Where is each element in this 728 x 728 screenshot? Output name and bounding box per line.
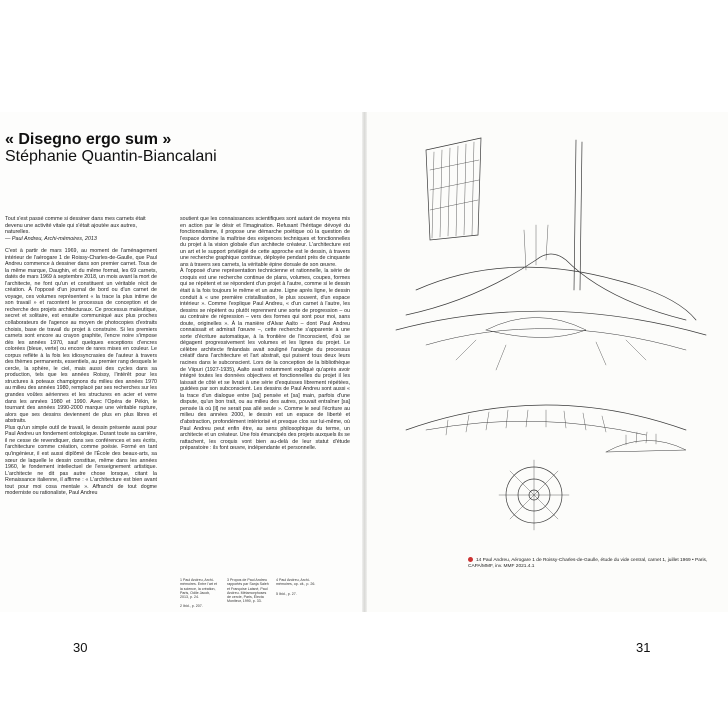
bullet-icon xyxy=(468,557,473,562)
paragraph: Plus qu'un simple outil de travail, le dessin présente aussi pour Paul Andreu un fondement ontologique. Durant toute sa carrière, il ne cesse de revendiquer, dans ses conférences et ses écrits, l'architecture comme création, comme poésie. Formé en tant qu'ingénieur, il est aussi diplômé de l'École des beaux-arts, sa sœur de laquelle le dessin constitue, même dans les années 1960, le fondement intellectuel de l'enseignement artistique. L'architecte ne dit pas autre chose lorsque, citant la Renaissance italienne, il affirme : « L'architecture est bien avant tout pour moi cosa mentale ». Affranchi de tout dogme moderniste ou rationaliste, Paul Andreu xyxy=(5,424,157,497)
architectural-sketch xyxy=(386,130,708,550)
body-column-1 xyxy=(5,248,157,497)
page-gutter xyxy=(362,112,367,612)
epigraph-text: Tout s'est passé comme si dessiner dans mes carnets était devenu une activité vitale qui s'était ajoutée aux autres, naturelles. xyxy=(5,216,146,236)
page-number-right: 31 xyxy=(636,640,651,655)
figure-caption xyxy=(468,557,708,570)
epigraph xyxy=(5,216,155,242)
page-number-left: 30 xyxy=(73,640,88,655)
footnote-5: 5 Ibid., p. 27. xyxy=(276,592,297,596)
paragraph: soutient que les connaissances scientifiques sont autant de moyens mis en action par le désir et l'imagination. Refusant l'héritage dévoyé du fonctionnalisme, il propose une démarche poétique où la question de l'espace domine la maîtrise des exigences techniques et fonctionnelles du projet à la vision globale d'un architecte créateur. L'architecture est un art et le support privilégié de cette approche est le dessin, à travers une recherche graphique continue, déployée pendant près de cinquante ans à travers ses carnets, la véritable épine dorsale de son œuvre. xyxy=(180,216,350,268)
title-heading: « Disegno ergo sum » xyxy=(5,131,172,148)
footnote-4: 4 Paul Andreu, Archi-mémoires, op. cit., p. 26. xyxy=(276,578,316,587)
article-title xyxy=(5,131,217,165)
paragraph: À l'opposé d'une représentation technicienne et rationnelle, la série de croquis est une recherche continue de plans, volumes, coupes, formes qui se répètent et se répondent d'un projet à l'autre, comme si le dessin était à la fois toujours le même et un autre. Ligne après ligne, le dessin conduit à « une première cristallisation, le plus souvent, d'un espace intérieur ». Comme l'explique Paul Andreu, « d'un carnet à l'autre, les dessins se répètent ou plutôt reprennent une sorte de progression – ou au contraire de régression – vers des formes qui sont pour moi, sans doute, originelles ». À la manière d'Alvar Aalto – dont Paul Andreu connaissait et admirait l'œuvre –, cette recherche s'apparente à une sorte d'écriture automatique, à la frontière de l'inconscient, d'où se dégagent progressivement les volumes et les lignes du projet. Le célèbre architecte finlandais avait souligné l'analogie du processus créatif dans l'architecture et l'art abstrait, qui puisent tous deux leurs racines dans le subconscient. Lors de la conception de la bibliothèque de Viipuri (1927-1935), Aalto avait notamment expliqué qu'après avoir intégré toutes les données objectives et fonctionnelles du projet il les laissait de côté et se livrait à une série d'esquisses librement répétées, guidées par son subconscient. Les dessins de Paul Andreu sont aussi « la trace d'un dialogue entre [sa] pensée et [sa] main, parfois d'une dispute, qu'un bon trait, ou au milieu des autres, pouvait entraîner [sa] pensée là où [il] ne serait pas allé seule ». Comme le seul l'écriture au milieu des années 2000, le dessin est un espace de liberté et d'abstraction, profondément intériorisé et presque clos sur lui-même, où Paul Andreu peut enfin être, au sens philosophique du terme, un architecte et un créateur. Une fois émancipés des projets auxquels ils se rattachent, les croquis vont bien au-delà de leur statut d'étude préparatoire : ils font œuvre, indépendante et personnelle. xyxy=(180,268,350,452)
caption-text: 14 Paul Andreu, Aérogare 1 de Roissy-Charles-de-Gaulle, étude du vide central, carnet 1, juillet 1969 • Paris, CAPA/MMF, inv. MMF 2021.4.1 xyxy=(468,557,708,569)
author-name: Stéphanie Quantin-Biancalani xyxy=(5,148,217,165)
footnote-1: 1 Paul Andreu, Archi-mémoires. Entre l'art et la science, la création, Paris, Odile Jacob, 2013, p. 24. xyxy=(180,578,218,600)
epigraph-source: — Paul Andreu, Archi-mémoires, 2013 xyxy=(5,235,97,242)
body-column-2 xyxy=(180,216,350,452)
footnote-2: 2 Ibid., p. 207. xyxy=(180,604,203,608)
paragraph: C'est à partir de mars 1969, au moment de l'aménagement intérieur de l'aérogare 1 de Roissy-Charles-de-Gaulle, que Paul Andreu commence à dessiner dans son premier carnet. Tous de la même marque, Daughin, et du même format, les 69 carnets, datés de mars 1969 à septembre 2018, un mois avant la mort de l'architecte, ne font qu'un et constituent un véritable récit de création. À l'opposé d'un journal de bord ou d'un carnet de voyage, ces volumes représentent « la trace la plus intime de son travail » et racontent le processus de conception et de recherche des projets architecturaux. Ce processus maïeutique, secret et solitaire, est ensuite communiqué aux plus proches collaborateurs de l'agence au moyen de photocopies d'extraits choisis, base de travail du projet à construire. Si les premiers carnets sont encore au crayon graphite, l'encre noire s'impose dès les années 1970, sauf quelques exceptions d'encres colorées (bleue, verte) ou encore de rares mises en couleur. Le corpus reflète à la fois les idiosyncrasies de l'auteur à travers des thèmes permanents, essentiels, au premier rang desquels le cercle, la sphère, le ciel, mais aussi des cycles dans sa production, tels que les années Roissy, l'intérêt pour les structures à poteaux champignons du milieu des années 1970 au milieu des années 1980, remplacé par ses recherches sur les grandes voûtes aériennes et les structures en acier et verre dans les années 1980 et 1990. Avec l'Opéra de Pékin, le tournant des années 1990-2000 marque une véritable rupture, alors que ses dessins deviennent de plus en plus libres et abstraits. xyxy=(5,248,157,425)
footnote-3: 3 Propos de Paul Andreu rapportés par Sanja Saleh et Françoise Laisné, Paul Andreu. Métamorphoses de cercle, Paris, Électa Moniteur, 1990, p. 33. xyxy=(227,578,269,604)
